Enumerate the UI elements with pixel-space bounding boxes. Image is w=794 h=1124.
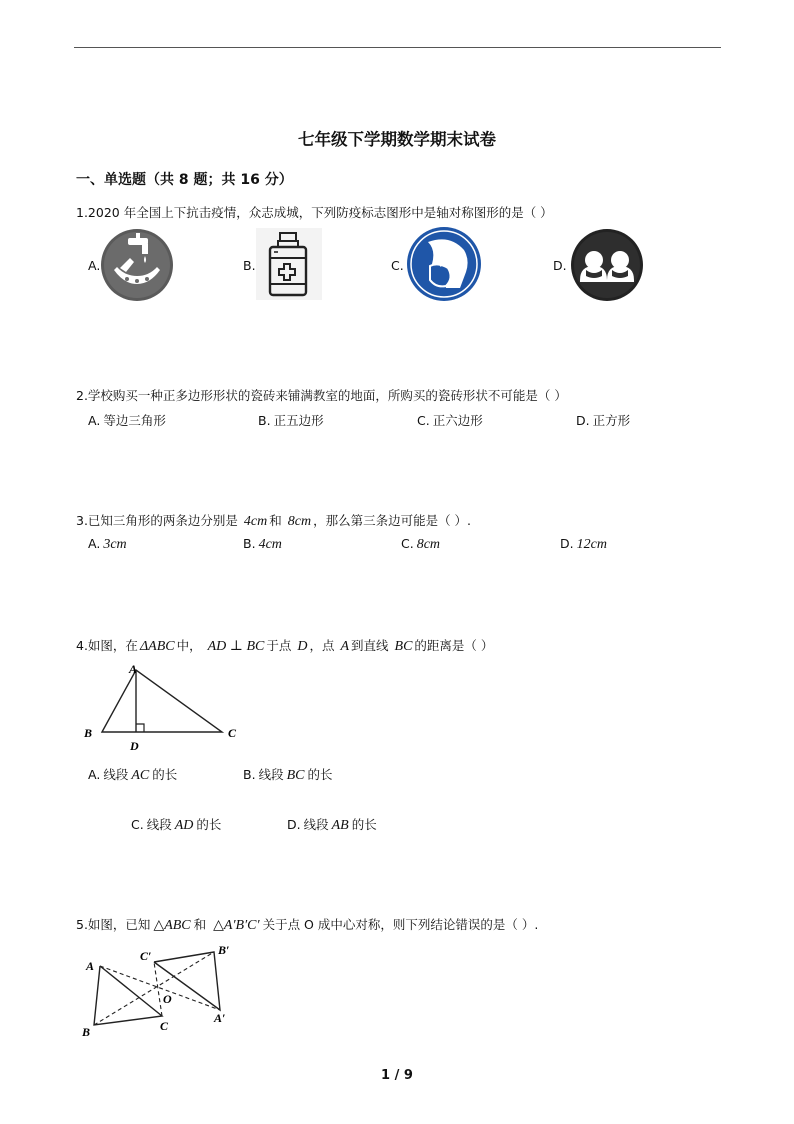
q5-label-a: A — [86, 959, 95, 973]
handwash-sign-icon — [100, 228, 174, 302]
q4-option-d: D. 线段 AB 的长 — [287, 817, 377, 833]
q1-option-b-label: B. — [243, 258, 256, 273]
q5-symmetry-figure — [80, 940, 250, 1040]
q3-option-a: A. 3cm — [88, 536, 127, 552]
q2-option-a: A. 等边三角形 — [88, 413, 166, 428]
q4-label-d: D — [130, 739, 139, 753]
question-4-stem: 4.如图，在 ΔABC 中， AD ⊥ BC 于点 D ，点 A 到直线 BC 的距离是（ ） — [76, 638, 494, 654]
q2-option-d: D. 正方形 — [576, 413, 631, 428]
q4-label-c: C — [228, 726, 237, 740]
q5-label-b-prime: B′ — [218, 943, 230, 957]
q3-option-c: C. 8cm — [401, 536, 441, 552]
question-1-stem: 1.2020 年全国上下抗击疫情，众志成城，下列防疫标志图形中是轴对称图形的是（ ） — [76, 205, 553, 220]
q4-label-a: A — [129, 662, 138, 676]
q5-label-a-prime: A′ — [214, 1011, 226, 1025]
q4-option-a: A. 线段 AC 的长 — [88, 767, 178, 783]
q3-option-b: B. 4cm — [243, 536, 282, 552]
question-2-stem: 2.学校购买一种正多边形形状的瓷砖来铺满教室的地面，所购买的瓷砖形状不可能是（ ） — [76, 388, 567, 403]
q3-option-d: D. 12cm — [560, 536, 607, 552]
q2-option-c: C. 正六边形 — [417, 413, 483, 428]
q4-option-b: B. 线段 BC 的长 — [243, 767, 333, 783]
q4-triangle-figure — [82, 660, 242, 755]
q2-option-b: B. 正五边形 — [258, 413, 324, 428]
q5-label-c: C — [160, 1019, 169, 1033]
q5-label-o: O — [163, 992, 172, 1006]
sanitizer-bottle-icon — [256, 228, 322, 300]
question-5-stem: 5.如图，已知 △ABC 和 △A′B′C′ 关于点 O 成中心对称，则下列结论错误的是（ ）. — [76, 917, 539, 933]
q1-option-d-label: D. — [553, 258, 567, 273]
q4-option-c: C. 线段 AD 的长 — [131, 817, 222, 833]
q5-label-c-prime: C′ — [140, 949, 152, 963]
two-faces-mask-icon — [570, 228, 644, 302]
mask-sign-icon — [406, 226, 482, 302]
q5-label-b: B — [82, 1025, 91, 1039]
section-heading: 一、单选题（共 8 题；共 16 分） — [76, 172, 293, 188]
q1-option-c-label: C. — [391, 258, 404, 273]
question-3-stem: 3.已知三角形的两条边分别是 4cm 和 8cm ，那么第三条边可能是（ ）. — [76, 513, 472, 529]
header-rule — [74, 47, 721, 48]
q4-label-b: B — [84, 726, 93, 740]
page-number: 1 / 9 — [381, 1068, 413, 1083]
q1-option-a-label: A. — [88, 258, 101, 273]
page-title: 七年级下学期数学期末试卷 — [298, 130, 496, 149]
